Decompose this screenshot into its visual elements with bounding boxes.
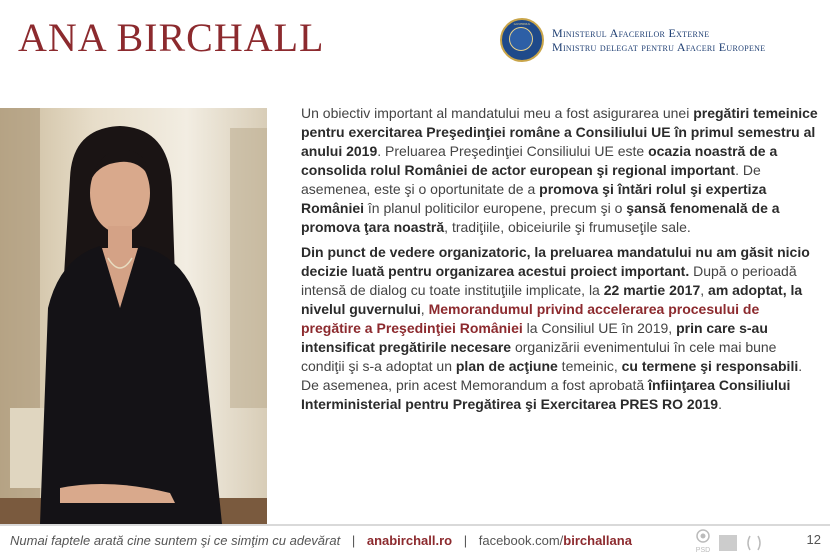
text-run: temeinic, [557,358,622,374]
bold-text: am adoptat, la nivelul guvernului [301,282,803,317]
bold-text: prin care s-au intensificat pregătirile necesare [301,320,768,355]
footer-separator: | [463,533,468,548]
text-run: , [700,282,709,298]
facebook-link[interactable]: facebook.com/birchallana [478,533,632,548]
psd-logo-icon: PSD [694,529,712,554]
text-run: în planul politicilor europene, precum şi o [364,200,627,216]
text-run: la Consiliul UE în 2019, [522,320,677,336]
text-run: , [420,301,429,317]
page-title: ANA BIRCHALL [18,15,325,60]
text-run: . Preluarea Preşedinţiei Consiliului UE este [377,143,649,159]
ministry-role: Ministru delegat pentru Afaceri Europene [552,40,766,54]
ministry-header [500,18,765,62]
government-seal-icon: GUVERNUL [500,18,544,62]
footer-separator: | [351,533,356,548]
bold-text: cu termene şi responsabili [621,358,799,374]
portrait-photo [0,108,267,524]
text-run: . De asemenea, este şi o oportunitate de a [301,162,761,197]
paragraph-organization [301,243,821,414]
article-body [301,104,821,420]
bold-text: ocazia noastră de a consolida rolul României de actor european şi regional important [301,143,778,178]
bold-text: Din punct de vedere organizatoric, la preluarea mandatului nu am găsit nicio decizie luată pentru organizarea acestui proiect important. [301,244,810,279]
bold-text: şansă fenomenală de a promova ţara noastră [301,200,780,235]
paragraph-mandate-objective [301,104,821,237]
page-number: 12 [806,532,821,547]
bold-text: pregătiri temeinice pentru exercitarea Preşedinţiei române a Consiliului UE în primul semestru al anului 2019 [301,105,818,159]
bold-text: 22 martie 2017 [603,282,701,298]
text-run: . [718,396,722,412]
pes-logo-icon: PES [718,534,738,554]
bold-text: promova şi întări rolul şi expertiza României [301,181,767,216]
text-run: , tradiţiile, obiceiurile şi frumuseţile sale. [444,219,691,235]
text-run: După o perioadă intensă de dialog cu toate instituţiile implicate, la [301,263,797,298]
bold-text: plan de acţiune [455,358,558,374]
footer-motto: Numai faptele arată cine suntem şi ce simţim cu adevărat [10,533,341,548]
text-run: organizării evenimentului în cele mai bune condiţii şi s-a adoptat un [301,339,777,374]
bold-text: înfiinţarea Consiliului Interministerial pentru Pregătirea şi Exercitarea PRES RO 2019 [301,377,791,412]
group-logo-icon [744,534,764,554]
text-run: Un obiectiv important al mandatului meu a fost asigurarea unei [301,105,694,121]
ministry-name: Ministerul Afacerilor Externe [552,26,710,40]
text-run: . De asemenea, prin acest Memorandum a fost aprobată [301,358,803,393]
party-logos [694,529,770,554]
footer-bar [0,524,830,555]
website-link[interactable]: anabirchall.ro [366,533,453,548]
highlighted-red-text: Memorandumul privind accelerarea procesului de pregătire a Preşedinţiei României [301,301,760,336]
